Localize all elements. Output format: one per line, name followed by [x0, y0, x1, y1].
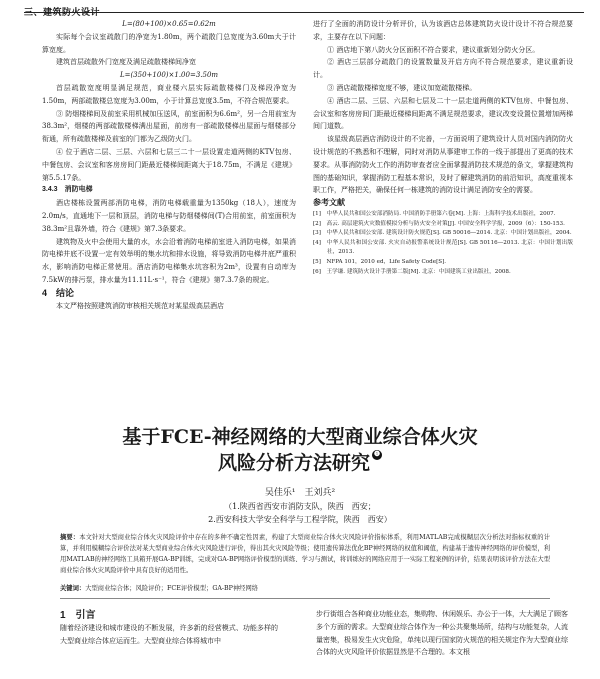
article-title-text: 风险分析方法研究: [217, 452, 370, 474]
section-heading: 3.4.3 消防电梯: [42, 186, 93, 194]
affiliation-1: （1.陕西省西安市消防支队，陕西 西安；: [224, 502, 376, 511]
references-heading: 参考文献: [313, 198, 345, 208]
equation-2: L=(350+100)×1.00=3.50m: [119, 71, 219, 80]
running-header: [24, 0, 584, 17]
reference-item: [6] 王学谦. 建筑防火设计手册第二版[M]. 北京：中国建筑工业出版社，2008.: [313, 268, 511, 275]
running-header-title: 三、建筑防火设计: [24, 7, 101, 17]
abstract: [60, 532, 550, 576]
paragraph: 本文严格按照建筑消防审核相关规范对某星级高层酒店: [56, 301, 224, 310]
list-item: ③ 酒店疏散楼梯宽度不够，建议加宽疏散楼梯。: [327, 83, 477, 92]
reference-item: [2] 高云. 高层建筑火灾数值模拟分析与防火安全对策[J]. 中国安全科学学报，2009（6）：150-153.: [313, 220, 565, 227]
affiliation-2: 2.西安科技大学安全科学与工程学院，陕西 西安）: [208, 515, 392, 524]
authors: 吴佳乐¹ 王刘兵²: [264, 488, 336, 498]
paragraph: 建筑物及火中会使用大量的水，水会沿着消防电梯前室进入消防电梯，如果消防电梯井底不设置一定有效举明的集水坑和排水设施，将导致消防电梯井底严重积水，影响消防电梯正常使用。酒店消防电梯集水坑容积为2m³，设置有自动库为7.5kW的排污泵，排水量为11.11L·s⁻¹，符合《建规》第7.3.7条的规定。: [42, 237, 296, 284]
paragraph: 实际每个会议室疏散门的净宽为1.80m，两个疏散门总宽度为3.60m大于计算宽度。: [42, 32, 296, 54]
keywords-text: 大型商业综合体；风险评价；FCE评价模型；GA-BP神经网络: [85, 585, 259, 592]
paragraph: 酒店楼栋设置两部消防电梯，消防电梯载重量为1350kg（18人），速度为2.0m/s，直通地下一层和顶层，消防电梯与防烟楼梯间(T)合用前室，前室面积为38.3m²且靠外墙，符合《建规》第7.3条要求。: [42, 199, 296, 233]
list-item: ② 酒店三层部分疏散门的设置数量及开启方向不符合规范要求，建议重新设计。: [313, 58, 573, 80]
reference-item: [1] 中华人民共和国公安部消防局. 中国消防手册第六卷[M]. 上海：上海科学技术出版社，2007.: [313, 210, 556, 217]
prev-article-left-column: [42, 18, 296, 312]
footnote-marker: ❶: [373, 451, 381, 458]
paragraph: ③ 防烟楼梯间及前室采用机械加压送风，前室面积为6.6m²，另一合用前室为38.3m²，烟楼的两部疏散楼梯满出屋面，前房有一部疏散楼梯出屋面与烟楼部分衔通，所有疏散楼梯及前室的门都为乙级防火门。: [42, 109, 296, 144]
intro-heading: 1 引言: [60, 610, 96, 621]
keywords-label: 关键词：: [60, 585, 86, 592]
paragraph: 进行了全面的消防设计分析评价，认为该酒店总体建筑防火设计设计不符合规范要求，主要存在以下问题：: [313, 20, 573, 41]
paragraph: 首层疏散宽度明显满足规范，商业楼六层实际疏散楼梯门及梯段净宽为1.50m，两部疏散楼总宽度为3.00m，小于计算总宽度3.5m，不符合规范要求。: [42, 83, 296, 105]
divider: [60, 598, 550, 599]
list-item: ① 酒店地下第八防火分区面积不符合要求，建议重新划分防火分区。: [327, 45, 540, 54]
abstract-text: 本文针对大型商业综合体火灾风险评价中存在的多种不确定性因素，构建了大型商业综合体火灾风险评价指标体系，利用MATLAB完成模糊层次分析法对指标权重的计算，并利用模糊综合评价法对某大型商业综合体火灾风险进行评价，得出其火灾风险等级；使用遗传算法优化BP神经网络的权值和阈值，构建基于遗传神经网络的评价模型，利用MATLAB的神经网络工具箱开展GA-BP训练，完成对GA-BP网络评价模型的训练、学习与测试，将训练好的网络应用于一实际工程案例的评价，结果表明该评价方法在大型商业综合体火灾风险评价中具有良好的适用性。: [60, 534, 550, 574]
paragraph: ④ 位于酒店二层、三层、六层和七层三二十一层设置走道两侧的KTV包房、中餐包房、会议室和客房房间门距最近楼梯间距离大于18.75m，不满足《建规》第5.5.17条。: [42, 147, 296, 182]
article-title-line-2: [0, 450, 600, 477]
reference-item: [4] 中华人民共和国公安部. 火灾自动报警系统设计规范[S]. GB 50116—2013. 北京：中国计划出版社，2013.: [313, 239, 573, 256]
reference-item: [5] NFPA 101，2010 ed，Life Safety Code[S].: [313, 258, 447, 265]
paragraph: 该星级高层酒店消防设计的不完善，一方面说明了建筑设计人员对国内消防防火设计规范的不熟悉和不理解，同时对消防从事建审工作的一线于部提出了更高的技术要求。从事消防防火工作的消防审查者应全面掌握消防技术规范的条文，掌握建筑构图的基础知识，掌握消防工程基本常识，及时了解建筑消防的前沿知识，高度重视本职工作，严格把关，确保任何一栋建筑的消防设计满足消防安全的需要。: [313, 135, 573, 195]
intro-right-paragraph: 步行街组合各种商业功能业态，集购物、休闲娱乐、办公于一体，大大满足了顾客多个方面的需求。大型商业综合体作为一种公共聚集场所，结构与功能复杂，人流量密集，极易发生火灾危险，单纯以现行国家防火规范的相关规定作为大型商业综合体的火灾风险评价依据显然是不合理的。本文根: [316, 610, 568, 657]
conclusion-heading: 4 结论: [42, 287, 75, 298]
abstract-label: 摘要：: [60, 534, 80, 541]
article-title-line-1: 基于FCE-神经网络的大型商业综合体火灾: [122, 426, 478, 448]
paragraph: 建筑首层疏散外门宽度及满足疏散楼梯间净宽: [56, 58, 196, 67]
keywords: [60, 583, 550, 594]
list-item: ④ 酒店二层、三层、六层和七层及二十一层走道两侧的KTV包房、中餐包房、会议室和客房房间门距最近楼梯间距离不满足规范要求，建议改变设置位置增加两梯间门道数。: [313, 96, 573, 131]
intro-paragraph: 随着经济建设和城市建设的不断发展，许多新的经营模式、功能多样的大型商业综合体应运而生。大型商业综合体将城市中: [60, 624, 278, 645]
reference-item: [3] 中华人民共和国公安部. 建筑设计防火规范[S]. GB 50016—2014. 北京：中国计划出版社，2004.: [313, 230, 572, 237]
prev-article-right-column: [313, 18, 573, 277]
equation-1: L=(80+100)×0.65=0.62m: [122, 20, 216, 28]
